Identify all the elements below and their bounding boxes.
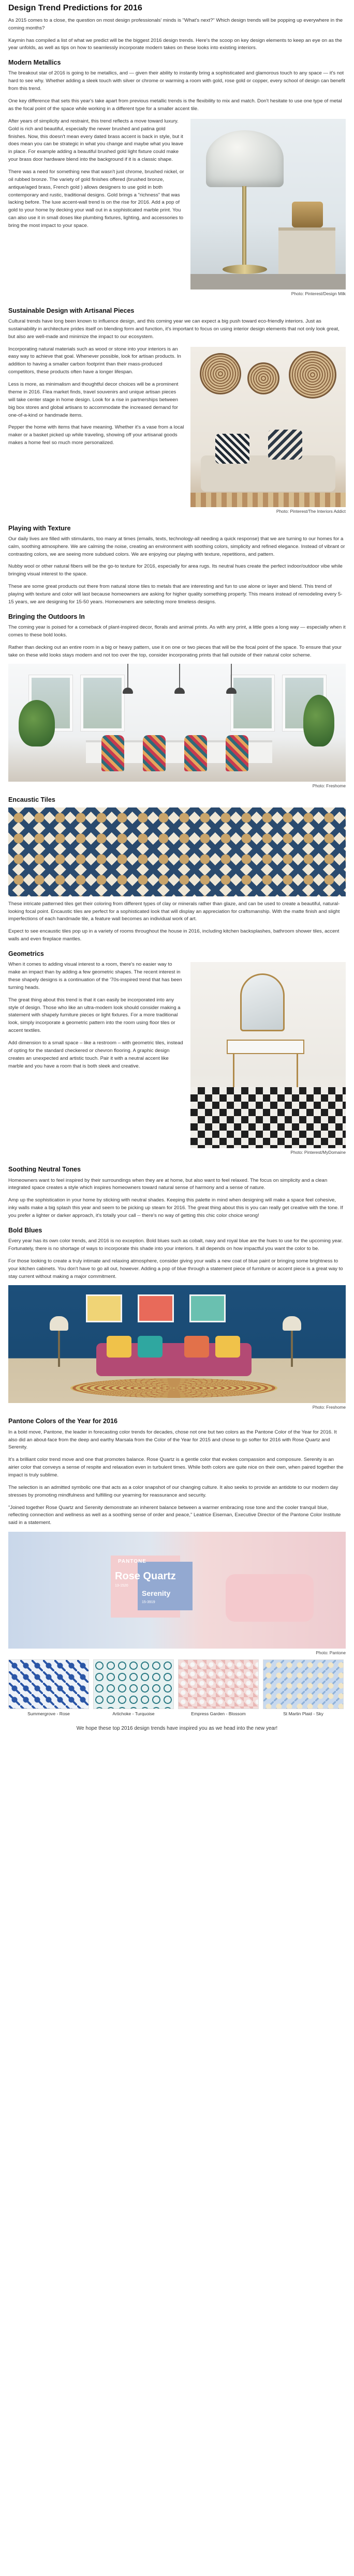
swatch: [93, 1659, 174, 1717]
paragraph: After years of simplicity and restraint, this trend reflects a move toward luxury. Gold is rich and beautiful, especially the newer brushed and patina gold finishes. Now, this doesn't mean every dated brass accent is back in style, but it does mean you can be strategic in what you change and maybe what you leave in place. For example adding a beautiful brushed gold light fixture could make your brass door hardware blend into the background if it is a classic shape.: [8, 118, 184, 163]
pantone-figure: [8, 1532, 346, 1656]
swatch: [8, 1659, 89, 1717]
section-heading-neutral: Soothing Neutral Tones: [8, 1166, 81, 1173]
metallics-photo: [190, 119, 346, 289]
photo-caption: Photo: Freshome: [312, 783, 346, 789]
swatch-caption: Summergrove - Rose: [27, 1711, 70, 1717]
paragraph: Every year has its own color trends, and 2016 is no exception. Bold blues such as cobalt, navy and royal blue are the hues to use for the upcoming year. Fortunately, there is no shortage of ways to incorporate this shade into your interiors. It all depends on how impactful you want the color to be.: [8, 1238, 343, 1252]
artisanal-photo: [190, 347, 346, 507]
rose-quartz-text: Rose Quartz: [115, 1571, 176, 1582]
outdoors-figure: [8, 664, 346, 789]
paragraph: Cultural trends have long been known to influence design, and this coming year we can expect a big push toward eco-friendly interiors. Just as sustainability in architecture prides itself on blending form and function, it's important to focus on using interior design elements that not only look great, but also are well-made and minimize the impact to our ecosystem.: [8, 318, 340, 340]
paragraph: Pepper the home with items that have meaning. Whether it's a vase from a local maker or a basket picked up while traveling, showing off your artisanal goods makes a home feel so much more personalized.: [8, 424, 184, 446]
swatch-caption: Artichoke - Turquoise: [112, 1711, 155, 1717]
photo-caption: Photo: Pinterest/Design Milk: [291, 291, 346, 296]
paragraph: Amp up the sophistication in your home by sticking with neutral shades. Keeping this palette in mind when designing will make a space feel cohesive, inky walls make a big splash this year and seem to be picking up steam for 2016. The great thing about this is you can really get creative with the tone. If you prefer a lighter or darker approach, it's totally your call -- there's no way of getting this chic color choice wrong!: [8, 1197, 343, 1218]
swatch: [263, 1659, 344, 1717]
paragraph: For those looking to create a truly intimate and relaxing atmosphere, consider giving your walls a new coat of blue paint or bringing some brightness to your kitchen cabinets. You don't have to go all out, however. Adding a pop of blue through a statement piece of furniture or accent piece is a great way to stay current without making a major commitment.: [8, 1258, 343, 1279]
swatch-tile: [93, 1659, 174, 1709]
intro-paragraph: As 2015 comes to a close, the question on most design professionals' minds is "What's next?" Which design trends will be popping up everywhere in the coming months?: [8, 17, 343, 31]
paragraph: "Joined together Rose Quartz and Serenity demonstrate an inherent balance between a warmer embracing rose tone and the cooler tranquil blue, reflecting connection and wellness as well as a soothing sense of order and peace," Leatrice Eiseman, Executive Director of the Pantone Color Institute said in a statement.: [8, 1504, 341, 1526]
section-heading-blues: Bold Blues: [8, 1226, 42, 1234]
paragraph: Our daily lives are filled with stimulants, too many at times (emails, texts, technology-all needing a quick response) that we are turning to our homes for a calm, soothing atmosphere. We are calming the noise, creating an environment with soothing colors, simplicity and refined elegance. Instead of vibrant or contrasting colors, we are seeing more subdued colors. We are enjoying our playing with texture, repetitions, and pattern.: [8, 536, 345, 557]
paragraph: In a bold move, Pantone, the leader in forecasting color trends for decades, chose not one but two colors as the Pantone Color of the Year for 2016. It also did an about-face from the deep and earthy Marsala from the Color of the Year for 2015 and chose to go softer for 2016 with Rose Quartz and Serenity.: [8, 1429, 337, 1451]
geometrics-figure: [190, 962, 346, 1156]
swatch-tile: [263, 1659, 344, 1709]
rose-quartz-code: 13-1520: [115, 1584, 128, 1588]
photo-caption: Photo: Pinterest/MyDomaine: [290, 1150, 346, 1155]
blues-figure: [8, 1285, 346, 1411]
section-heading-artisanal: Sustainable Design with Artisanal Pieces: [8, 307, 135, 314]
swatch-tile: [8, 1659, 89, 1709]
pantone-photo: [8, 1532, 346, 1649]
tiles-figure: [8, 807, 346, 896]
tiles-photo: [8, 807, 346, 896]
paragraph: The great thing about this trend is that it can easily be incorporated into any style of design. Those who like an ultra-modern look should consider making a statement with shapely furniture pieces or light fixtures. For a more traditional look, simply incorporate a geometric pattern into the room using floor tiles or accent textiles.: [8, 997, 181, 1034]
paragraph: These intricate patterned tiles get their coloring from different types of clay or minerals rather than glaze, and can be used to create a beautiful, natural-looking focal point. Encaustic tiles are perfect for a sophisticated look that will display an appreciation for craftsmanship. With the matte finish and slight imperfections of each handmade tile, a feature wall becomes an individual work of art.: [8, 901, 340, 922]
paragraph: Incorporating natural materials such as wood or stone into your interiors is an easy way to achieve that goal. Whenever possible, look for artisan products. In addition to having a smaller carbon footprint than their mass-produced competitors, these products often have a longer lifespan.: [8, 346, 181, 375]
photo-caption: Photo: Pantone: [316, 1650, 346, 1656]
intro-paragraph: Kaymin has compiled a list of what we predict will be the biggest 2016 design trends. Here's the scoop on key design elements to keep an eye on as the year unfolds, as well as tips on how to seamlessly incorporate modern takes on these looks into existing interiors.: [8, 37, 342, 51]
outdoors-photo: [8, 664, 346, 782]
metallics-figure: [190, 119, 346, 297]
section-heading-texture: Playing with Texture: [8, 524, 71, 532]
paragraph: Rather than decking out an entire room in a big or heavy pattern, use it on one or two pieces that will be the focal point of the space. To ensure that your take on these wild looks stays modern and not too over the top, consider incorporating prints that fall outside of their natural color scheme.: [8, 644, 342, 658]
section-heading-tiles: Encaustic Tiles: [8, 796, 55, 804]
serenity-text: Serenity: [142, 1589, 171, 1598]
page-title: Design Trend Predictions for 2016: [8, 4, 142, 12]
closing-line: We hope these top 2016 design trends have inspired you as we head into the new year!: [76, 1726, 278, 1732]
serenity-code: 15-3919: [142, 1601, 155, 1605]
swatch-caption: St Martin Plaid - Sky: [283, 1711, 323, 1717]
section-heading-pantone: Pantone Colors of the Year for 2016: [8, 1417, 117, 1425]
blues-photo: [8, 1285, 346, 1403]
photo-caption: Photo: Pinterest/The Interiors Addict: [276, 508, 346, 514]
swatch-caption: Empress Garden - Blossom: [191, 1711, 246, 1717]
swatch-row: [8, 1659, 346, 1717]
paragraph: The coming year is poised for a comeback of plant-inspired decor, florals and animal prints. As with any print, a little goes a long way — especially when it comes to these bold looks.: [8, 624, 346, 638]
paragraph: The breakout star of 2016 is going to be metallics, and — given their ability to instantly bring a sophisticated and glamorous touch to any space — it's not hard to see why. Whether adding a sleek touch with silver or chrome or warming a room with gold, rose gold or copper, every school of design can benefit from this trend.: [8, 70, 345, 92]
swatch-tile: [178, 1659, 259, 1709]
paragraph: Expect to see encaustic tiles pop up in a variety of rooms throughout the house in 2016, including kitchen backsplashes, bathroom shower tiles, accent walls and even fireplace mantles.: [8, 928, 340, 942]
paragraph: When it comes to adding visual interest to a room, there's no easier way to make an impact than by adding a few geometric shapes. The recent interest in these shapely designs is a continuation of the '70s-inspired trend that has been turning heads.: [8, 962, 182, 990]
paragraph: There was a need for something new that wasn't just chrome, brushed nickel, or oil rubbed bronze. The variety of gold finishes offered (brushed bronze, antique/aged brass, French gold ) allows designers to use gold in both contemporary and rustic, traditional designs. Gold brings a "richness" that was lacking before. The luxe accent-wall trend is on the rise for 2016. Add a pop of gold to your home by decking your wall out in a sophisticated marble print. You can also use it in small doses like plumbing fixtures, lighting, and accessories to bring the most impact to your space.: [8, 169, 184, 228]
swatch: [178, 1659, 259, 1717]
photo-caption: Photo: Freshome: [312, 1405, 346, 1410]
paragraph: Homeowners want to feel inspired by their surroundings when they are at home, but also want to feel relaxed. The focus on simplicity and a clean integrated space creates a style which inspires homeowners toward natural sense of harmony and a sense of nature.: [8, 1177, 328, 1191]
pantone-brand-text: PANTONE: [118, 1559, 146, 1565]
section-heading-geometrics: Geometrics: [8, 950, 44, 958]
paragraph: The selection is an admitted symbolic one that acts as a color snapshot of our changing culture. It also seeks to provide an antidote to our modern day stresses by promoting mindfulness and fulfilling our yearning for reassurance and security.: [8, 1484, 338, 1498]
paragraph: It's a brilliant color trend move and one that promotes balance. Rose Quartz is a gentle color that evokes compassion and composure. Serenity is an airier color that conveys a sense of respite and relaxation even in turbulent times. While both colors are quite nice on their own, when paired together the impact is truly sublime.: [8, 1457, 344, 1478]
paragraph: Add dimension to a small space – like a restroom – with geometric tiles, instead of opting for the standard checkered or chevron flooring. A graphic design creates an unexpected and artistic touch. Pair it with a neutral accent like marble and you have a room that is both sleek and creative.: [8, 1040, 183, 1069]
paragraph: One key difference that sets this year's take apart from previous metallic trends is the flexibility to mix and match. Don't hesitate to use one type of metal as the focal point of the space while working in a different type for a smaller accent tile.: [8, 98, 342, 112]
section-heading-metallics: Modern Metallics: [8, 59, 61, 67]
section-heading-outdoors: Bringing the Outdoors In: [8, 613, 85, 620]
paragraph: Less is more, as minimalism and thoughtful decor choices will be a prominent theme in 2016. Flea market finds, travel souvenirs and unique artisan pieces will take center stage in home design. Look for a rise in partnerships between big box stores and global artisans to accommodate the increased demand for one-of-a-kind or handmade items.: [8, 382, 179, 418]
artisanal-figure: [190, 347, 346, 515]
geometrics-photo: [190, 962, 346, 1148]
paragraph: These are some great products out there from natural stone tiles to metals that are interesting and fun to use alone or layer and blend. This trend of playing with texture and color will last because homeowners are asking for higher quality something property. This means instead of remodeling every 5-15 years, we are designing for 15-50 years. Homeowners are selecting more timeless designs.: [8, 584, 343, 605]
paragraph: Nubby wool or other natural fibers will be the go-to texture for 2016, especially for area rugs. Its neutral hues create the perfect indoor/outdoor vibe while bringing visual interest to the space.: [8, 563, 343, 577]
